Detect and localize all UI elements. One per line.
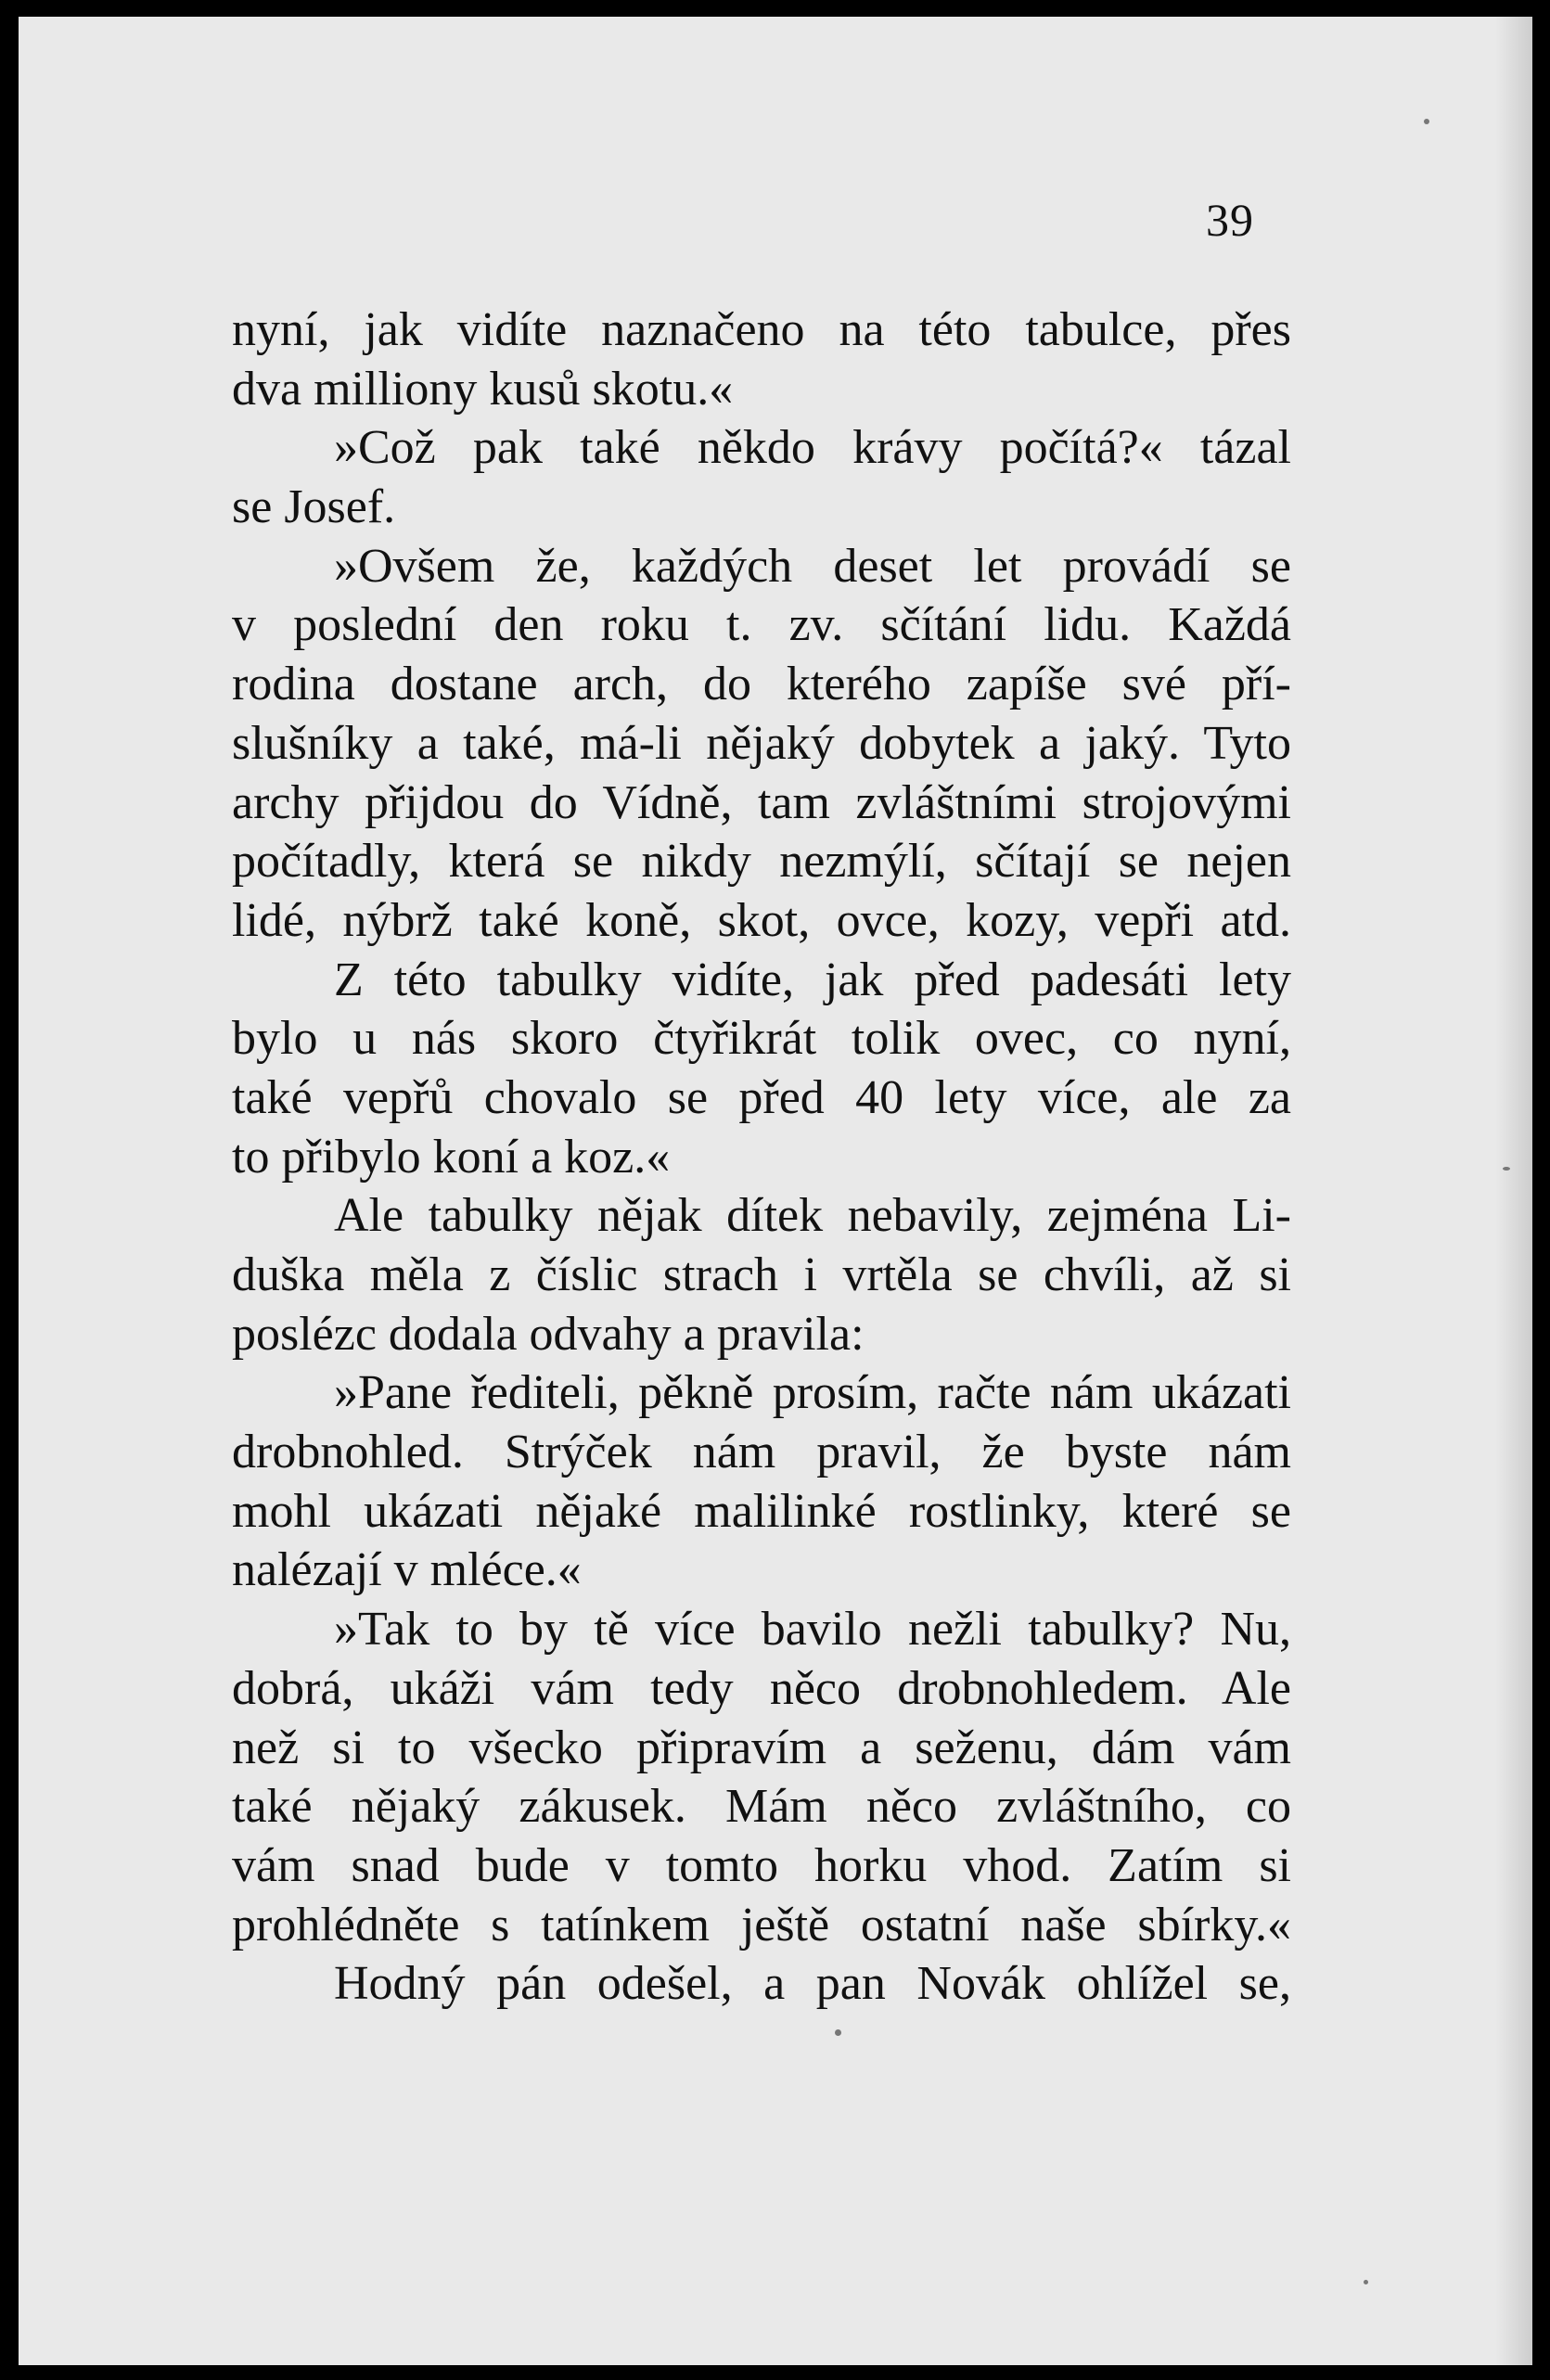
text-line: »Pane řediteli, pěkně prosím, račte nám ukázati (334, 1366, 1291, 1420)
page-edge-shadow (1495, 17, 1532, 2365)
text-line: také nějaký zákusek. Mám něco zvláštního, co (232, 1780, 1291, 1834)
text-line: to přibylo koní a koz.« (232, 1130, 671, 1184)
text-line: v poslední den roku t. zv. sčítání lidu. Každá (232, 598, 1291, 652)
paper-speck (1424, 119, 1429, 124)
text-line: slušníky a také, má-li nějaký dobytek a jaký. Tyto (232, 716, 1291, 770)
text-line: »Což pak také někdo krávy počítá?« tázal (334, 421, 1291, 475)
text-line: nalézají v mléce.« (232, 1543, 582, 1597)
text-line: nyní, jak vidíte naznačeno na této tabulce, přes (232, 303, 1291, 356)
paper-speck (835, 2029, 841, 2036)
text-line: než si to všecko připravím a seženu, dám vám (232, 1721, 1291, 1774)
text-line: archy přijdou do Vídně, tam zvláštními strojovými (232, 775, 1291, 829)
body-text (232, 301, 1291, 2014)
text-line: poslézc dodala odvahy a pravila: (232, 1307, 865, 1361)
text-line: dobrá, ukáži vám tedy něco drobnohledem. Ale (232, 1661, 1291, 1715)
text-line: Hodný pán odešel, a pan Novák ohlížel se, (334, 1957, 1291, 2011)
text-line: »Ovšem že, každých deset let provádí se (334, 539, 1291, 593)
paper-speck (1503, 1167, 1510, 1171)
text-line: duška měla z číslic strach i vrtěla se chvíli, až si (232, 1248, 1291, 1301)
text-line: »Tak to by tě více bavilo nežli tabulky? Nu, (334, 1603, 1291, 1657)
text-line: dva milliony kusů skotu.« (232, 362, 734, 416)
text-line: prohlédněte s tatínkem ještě ostatní naše sbírky.« (232, 1898, 1291, 1951)
text-line: také vepřů chovalo se před 40 lety více, ale za (232, 1070, 1291, 1124)
text-line: drobnohled. Strýček nám pravil, že byste nám (232, 1426, 1291, 1479)
paper-speck (1364, 2280, 1368, 2284)
text-line: počítadly, která se nikdy nezmýlí, sčítají se nejen (232, 835, 1291, 889)
text-line: se Josef. (232, 480, 396, 534)
text-line: bylo u nás skoro čtyřikrát tolik ovec, co nyní, (232, 1012, 1291, 1066)
book-page (19, 17, 1532, 2365)
text-line: Z této tabulky vidíte, jak před padesáti lety (334, 953, 1291, 1006)
text-line: lidé, nýbrž také koně, skot, ovce, kozy, vepři atd. (232, 893, 1291, 947)
page-number: 39 (1206, 194, 1254, 246)
text-line: mohl ukázati nějaké malilinké rostlinky, které se (232, 1484, 1291, 1538)
text-line: vám snad bude v tomto horku vhod. Zatím si (232, 1838, 1291, 1892)
text-line: Ale tabulky nějak dítek nebavily, zejména Li- (334, 1189, 1291, 1243)
text-line: rodina dostane arch, do kterého zapíše své pří- (232, 658, 1291, 711)
